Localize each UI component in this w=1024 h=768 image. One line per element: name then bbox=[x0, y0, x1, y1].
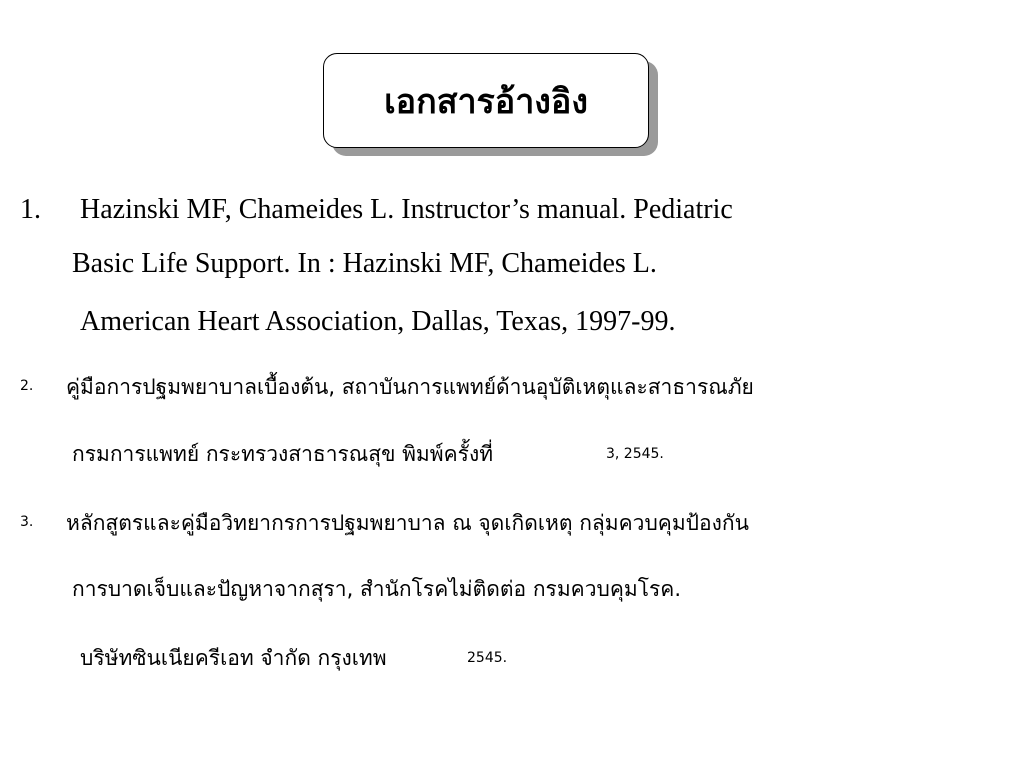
reference-1-line-2: Basic Life Support. In : Hazinski MF, Chameides L. bbox=[72, 248, 657, 279]
title-banner bbox=[323, 53, 649, 148]
title-box bbox=[323, 53, 649, 148]
reference-3-line-2: การบาดเจ็บและปัญหาจากสุรา, สำนักโรคไม่ติดต่อ กรมควบคุมโรค. bbox=[72, 577, 682, 601]
reference-3-line-3: บริษัทซินเนียครีเอท จำกัด กรุงเทพ bbox=[80, 646, 387, 670]
reference-3-number: 3. bbox=[20, 514, 34, 530]
reference-2-number: 2. bbox=[20, 378, 34, 394]
reference-3-year: 2545. bbox=[467, 650, 508, 666]
reference-2-line-2: กรมการแพทย์ กระทรวงสาธารณสุข พิมพ์ครั้งที่ bbox=[72, 442, 494, 466]
reference-1-line-3: American Heart Association, Dallas, Texas, 1997-99. bbox=[80, 306, 676, 337]
page-title: เอกสารอ้างอิง bbox=[384, 81, 588, 122]
reference-2-line-1: คู่มือการปฐมพยาบาลเบื้องต้น, สถาบันการแพทย์ด้านอุบัติเหตุและสาธารณภัย bbox=[66, 375, 754, 399]
reference-1-number: 1. bbox=[20, 194, 41, 225]
reference-2-edition-year: 3, 2545. bbox=[606, 446, 664, 462]
reference-1-line-1: Hazinski MF, Chameides L. Instructor’s manual. Pediatric bbox=[80, 194, 733, 225]
reference-3-line-1: หลักสูตรและคู่มือวิทยากรการปฐมพยาบาล ณ จุดเกิดเหตุ กลุ่มควบคุมป้องกัน bbox=[66, 511, 749, 535]
